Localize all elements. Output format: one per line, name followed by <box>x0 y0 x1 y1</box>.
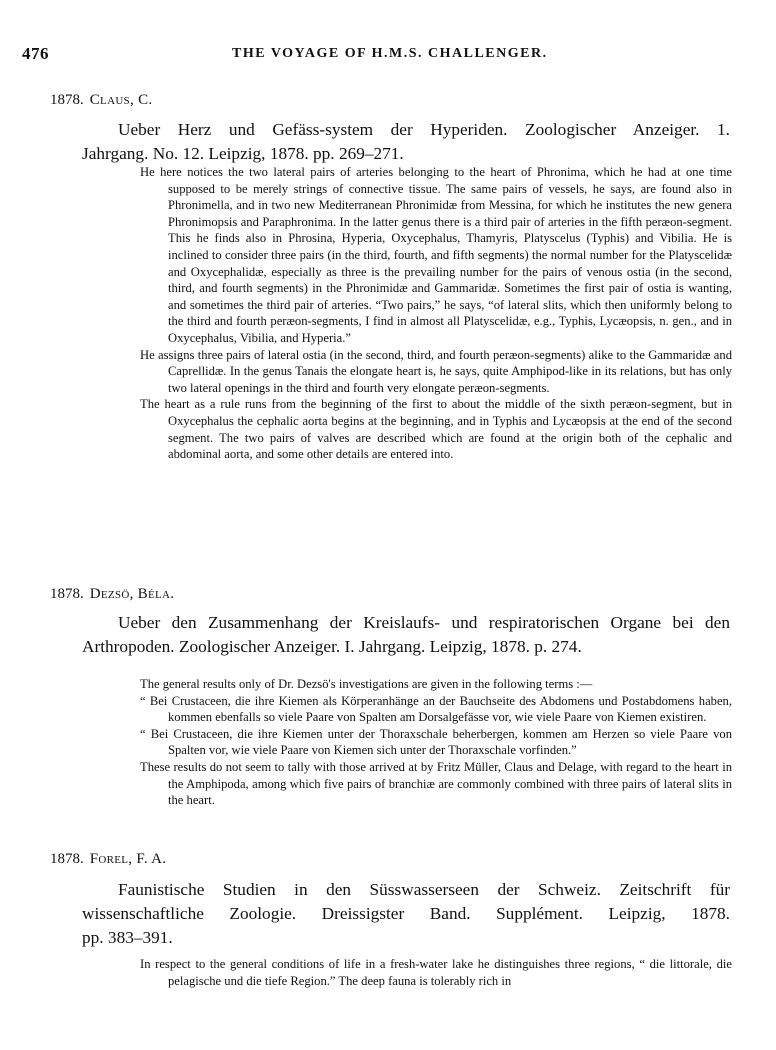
entry-heading <box>50 92 152 109</box>
title-line: Ueber Herz und Gefäss-system der Hyperiden. Zoologischer Anzeiger. 1. <box>118 120 730 139</box>
note-paragraph: In respect to the general conditions of life in a fresh-water lake he distinguishes three regions, “ die littorale, die pelagische und die tiefe Region.” The deep fauna is tolerably rich in <box>140 957 732 988</box>
entry-heading <box>50 851 166 868</box>
entry-year: 1878. <box>50 586 84 602</box>
note-paragraph: The general results only of Dr. Dezsö's investigations are given in the following terms :— <box>140 677 593 691</box>
entry-author: Claus, C. <box>89 92 153 108</box>
note-paragraph: These results do not seem to tally with those arrived at by Fritz Müller, Claus and Delage, with regard to the heart in the Amphipoda, among which five pairs of branchiæ are commonly combined with three pairs of lateral slits in the heart. <box>140 759 732 808</box>
title-line: Jahrgang. No. 12. Leipzig, 1878. pp. 269–271. <box>82 144 404 163</box>
entry-author: Forel, F. A. <box>89 851 167 867</box>
entry-notes <box>140 676 732 809</box>
title-line: wissenschaftliche Zoologie. Dreissigster Band. Supplément. Leipzig, 1878. <box>82 904 730 923</box>
note-paragraph: He here notices the two lateral pairs of arteries belonging to the heart of Phronima, which he had at one time supposed to be merely strings of connective tissue. The same pairs of vessels, he says, are found also in Phronimella, and in two new Mediterranean Phronimidæ from Messina, for which he institutes the new genera Phronimopsis and Paraphronima. In the latter genus there is a third pair of arteries in the fifth peræon-segment. This he finds also in Phrosina, Hyperia, Oxycephalus, Thamyris, Platyscelus (Typhis) and Vibilia. He is inclined to consider three pairs (in the third, fourth, and fifth segments) the normal number for the Platyscelidæ and Oxycephalidæ, especially as three is the prevailing number for the pairs of venous ostia (in the second, third, and fourth segments) in the Phronimidæ and Gammaridæ. Sometimes the first pair of ostia is wanting, and sometimes the third pair of arteries. “Two pairs,” he says, “of lateral slits, which then uniformly belong to the third and fourth peræon-segments, I find in almost all Platyscelidæ, e.g., Typhis, Lycæopsis, n. gen., and in Oxycephalus, Vibilia, and Hyperia.” <box>140 165 732 345</box>
title-line: Faunistische Studien in den Süsswasserseen der Schweiz. Zeitschrift für <box>118 880 730 899</box>
entry-notes <box>140 956 732 989</box>
note-paragraph: He assigns three pairs of lateral ostia (in the second, third, and fourth peræon-segments) alike to the Gammaridæ and Caprellidæ. In the genus Tanais the elongate heart is, he says, quite Amphipod-like in its relations, but has only two lateral openings in the third and fourth very elongate peræon-segments. <box>140 347 732 395</box>
entry-title <box>82 118 730 166</box>
note-paragraph: “ Bei Crustaceen, die ihre Kiemen unter der Thoraxschale beherbergen, kommen am Herzen so viele Paare von Spalten vor, wie viele Paare von Kiemen sich unter der Thoraxschale vorfinden.” <box>140 726 732 758</box>
entry-author: Dezsö, Béla. <box>89 586 175 602</box>
running-title: THE VOYAGE OF H.M.S. CHALLENGER. <box>232 46 548 61</box>
page-number: 476 <box>22 44 49 63</box>
note-paragraph: “ Bei Crustaceen, die ihre Kiemen als Körperanhänge an der Bauchseite des Abdomens und Postabdomens haben, kommen ebenfalls so viele Paare von Spalten am Dorsalgefässe vor, wie viele Paare von Kiemen existiren. <box>140 693 732 725</box>
title-line: Ueber den Zusammenhang der Kreislaufs- und respiratorischen Organe bei den <box>118 613 730 632</box>
entry-heading <box>50 586 174 603</box>
entry-year: 1878. <box>50 851 84 867</box>
entry-notes <box>140 164 732 463</box>
title-line: Arthropoden. Zoologischer Anzeiger. I. Jahrgang. Leipzig, 1878. p. 274. <box>82 637 582 656</box>
entry-title <box>82 611 730 659</box>
entry-year: 1878. <box>50 92 84 108</box>
running-head <box>22 44 746 68</box>
title-line: pp. 383–391. <box>82 928 173 947</box>
entry-title <box>82 878 730 950</box>
note-paragraph: The heart as a rule runs from the beginning of the first to about the middle of the sixth peræon-segment, but in Oxycephalus the cephalic aorta begins at the beginning, and in Typhis and Lycæopsis at the end of the second segment. The two pairs of valves are described which are found at the origin both of the cephalic and abdominal aorta, and some other details are entered into. <box>140 397 732 462</box>
